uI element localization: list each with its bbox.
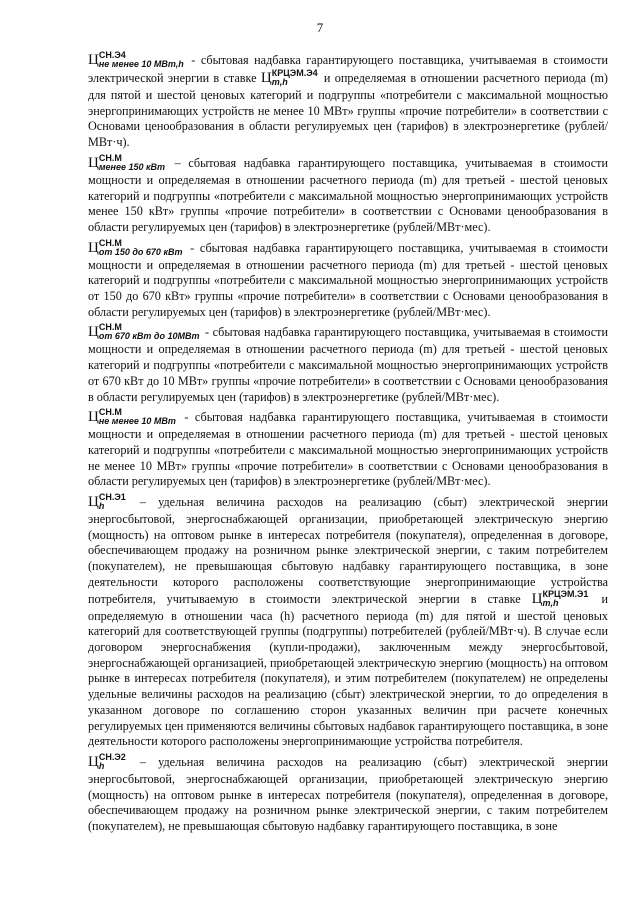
formula-symbol: Ц СН.Э2 h (88, 751, 126, 771)
paragraph-text: – удельная величина расходов на реализацию (сбыт) электрической энергии энергосбытовой, энергоснабжающей организации, приобретающей электрическую энергию (мощность) на оптовом рынке в интересах потребителя (покупателя), определенная в договоре, обеспечивающем продажу на розничном рынке электрической энергии, с таким потребителем (покупателем), не превышающая сбытовую надбавку гарантирующего поставщика, в зоне (88, 755, 608, 834)
formula-symbol: Ц КРЦЭМ.Э4 m,h (260, 68, 318, 87)
paragraph-text: - сбытовая надбавка гарантирующего поставщика, учитываемая в стоимости мощности и определяемая в отношении расчетного периода (m) для третьей - шестой ценовых категорий и подгруппы «потребители с максимальной мощностью энергопринимающих устройств от 150 до 670 кВт» группы «прочие потребители» в соответствии с Основами ценообразования в области регулируемых цен (тарифов) в электроэнергетике (рублей/МВт·мес). (88, 240, 608, 319)
paragraph-text: – удельная величина расходов на реализацию (сбыт) электрической энергии энергосбытовой, энергоснабжающей организации, приобретающей электрическую энергию (мощность) на оптовом рынке в интересах потребителя (покупателя), определенная в договоре, обеспечивающем продажу на розничном рынке электрической энергии, с таким потребителем (покупателем), не превышающая сбытовую надбавку гарантирующего поставщика, в зоне деятельности которого расположены соответствующие энергопринимающие устройства потребителя, учитываемую в стоимости электрической энергии в ставке (88, 495, 608, 606)
paragraph-text: - сбытовая надбавка гарантирующего поставщика, учитываемая в стоимости мощности и определяемая в отношении расчетного периода (m) для третьей - шестой ценовых категорий и подгруппы «потребители с максимальной мощностью энергопринимающих устройств не менее 10 МВт» группы «прочие потребители» в соответствии с Основами ценообразования в области регулируемых цен (тарифов) в электроэнергетике (рублей/МВт·мес). (88, 410, 608, 489)
definition-paragraph (88, 494, 608, 750)
definition-paragraph (88, 409, 608, 490)
paragraph-text: и определяемую в отношении часа (h) расчетного периода (m) для пятой и шестой ценовых категорий для соответствующей группы (подгруппы) потребителей (рублей/МВт·ч). В случае если договором энергоснабжения (купли-продажи), заключенным между энергосбытовой, энергоснабжающей организацией, приобретающей электрическую энергию (мощность) на оптовом рынке в интересах потребителя (покупателя), и этим потребителем (покупателем) не определены удельные величины расходов на реализацию (сбыт) электрической энергии, то до определения в указанном договоре по соглашению сторон указанных величин при расчете конечных регулируемых цен применяются величины сбытовых надбавок гарантирующего поставщика, в зоне деятельности которого расположены энергопринимающие устройства потребителя. (88, 591, 608, 749)
page-number: 7 (316, 20, 324, 35)
formula-symbol: Ц КРЦЭМ.Э1 m,h (531, 588, 589, 608)
definition-paragraph (88, 237, 608, 321)
formula-symbol: Ц СН.М от 150 до 670 кВт (88, 237, 183, 257)
definition-paragraph (88, 751, 608, 835)
definition-paragraph (88, 52, 608, 151)
definition-paragraph (88, 324, 608, 405)
paragraph-text: - сбытовая надбавка гарантирующего поставщика, учитываемая в стоимости мощности и определяемая в отношении расчетного периода (m) для третьей - шестой ценовых категорий и подгруппы «потребители с максимальной мощностью энергопринимающих устройств от 670 кВт до 10 МВт» группы «прочие потребители» в соответствии с Основами ценообразования в области регулируемых цен (тарифов) в электроэнергетике (рублей/МВт·мес). (88, 325, 608, 404)
definition-paragraph (88, 152, 608, 236)
formula-symbol: Ц СН.Э1 h (88, 492, 126, 512)
formula-symbol: Ц СН.М не менее 10 МВт (88, 407, 176, 427)
document-body (88, 52, 608, 835)
paragraph-text: - сбытовая надбавка гарантирующего поставщика, учитываемая в стоимости электрической энергии в ставке (88, 53, 608, 86)
paragraph-text: – сбытовая надбавка гарантирующего поставщика, учитываемая в стоимости мощности и определяемая в отношении расчетного периода (m) для третьей - шестой ценовых категорий и подгруппы «потребители с максимальной мощностью энергопринимающих устройств менее 150 кВт» группы «прочие потребители» в соответствии с Основами ценообразования в области регулируемых цен (тарифов) в электроэнергетике (рублей/МВт·мес). (88, 156, 608, 234)
formula-symbol: Ц СН.М менее 150 кВт (88, 152, 166, 172)
formula-symbol: Ц СН.М от 670 кВт до 10МВт (88, 322, 200, 342)
paragraph-text: и определяемая в отношении расчетного периода (m) для пятой и шестой ценовых категорий и подгруппы «потребители с максимальной мощностью энергопринимающих устройств не менее 10 МВт» группы «прочие потребители» в соответствии с Основами ценообразования в области регулируемых цен (тарифов) в электроэнергетике (рублей/МВт·ч). (88, 71, 608, 150)
formula-symbol: Ц СН.Э4 не менее 10 МВт,h (88, 50, 184, 69)
